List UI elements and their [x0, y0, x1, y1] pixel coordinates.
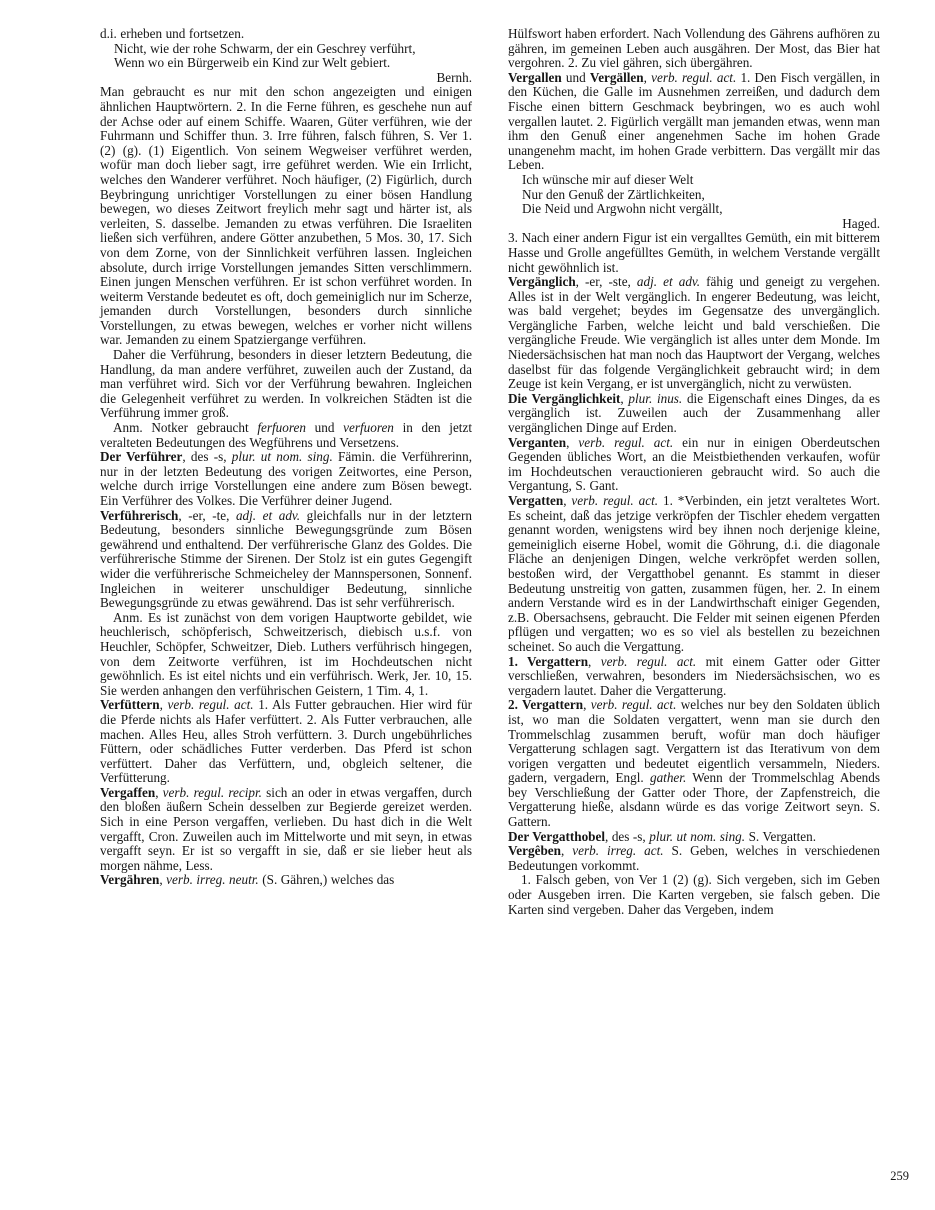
grammar-label: verb. regul. act. [600, 653, 697, 669]
entry-headword: 2. Vergattern [508, 697, 584, 713]
source-attribution [508, 217, 880, 232]
text-segment: , [643, 69, 652, 85]
entry-headword: Verführerisch [100, 507, 179, 523]
grammar-label: adj. et adv. [636, 274, 701, 290]
entry-headword: Der Verführer [100, 449, 183, 465]
text-segment: 1. *Verbinden, ein jetzt veraltetes Wort. Es scheint, daß das jetzige verkröpfen der Tischler ehedem vergatten genannt worden, wenigstens wird bey ihnen noch derjenige kleine, gemeiniglich eiserne Hobel, womit die Göhrung, d.i. die diagonale Fläche an denjenigen Dingen, welche verkröpfet werden sollen, bestoßen wird, der Vergatthobel genannt. Es stammt in dieser Bedeutung unstreitig von gatten, zusammen fügen, her. 2. In einem andern Verstande wird es in der Landwirthschaft einiger Gegenden, z.B. Obersachsens, gebraucht. Die Felder mit seinen eigenen Pferden pflügen und vergatten; wo es so viel als bestellen zu bezeichnen scheinet. So auch die Vergattung. [508, 493, 881, 654]
verse-line [100, 56, 472, 71]
entry-headword: Vergähren [100, 872, 160, 888]
text-segment: Wenn wo ein Bürgerweib ein Kind zur Welt gebiert. [114, 55, 391, 71]
text-segment: Anm. Es ist zunächst von dem vorigen Hauptworte gebildet, wie heuchlerisch, schöpferisch, Schweitzerisch, diebisch u.s.f. von Heuchler, Schöpfer, Schweitzer, Dieb. Luthers verführisch hingegen, von dem Zeitworte verführen, ist im Hochdeutschen nicht gewöhnlich. Es ist eitel nichts und ein verführisch. Werk, Jer. 10, 15. Sie werden anhangen den verführischen Geistern, 1 Tim. 4, 1. [100, 609, 472, 698]
text-segment: , des -s, [182, 449, 232, 465]
verse-line [508, 188, 880, 203]
grammar-label: verb. regul. act. [167, 697, 254, 713]
entry-headword: Vergallen [508, 69, 562, 85]
grammar-label: verb. irreg. act. [572, 843, 664, 859]
grammar-label: verb. regul. recipr. [162, 784, 262, 800]
grammar-label: verb. irreg. neutr. [166, 872, 259, 888]
text-segment: Nur den Genuß der Zärtlichkeiten, [522, 186, 705, 202]
entry-headword: Vergällen [589, 69, 644, 85]
dictionary-entry [508, 830, 880, 845]
dictionary-entry [100, 873, 472, 888]
dictionary-entry [508, 655, 880, 699]
paragraph [508, 873, 880, 917]
text-segment: gleichfalls nur in der letztern Bedeutung, besonders sinnliche Bewegungsgründe zum Bösen gewährend und enthaltend. Der verführerische Glanz des Goldes. Die verführerische Stimme der Sirenen. Der Stolz ist ein gutes Gegengift wider die verführerische Schmeicheley der Mannspersonen, Sonnenf. Ingleichen in weiterer unschuldiger Bedeutung, sinnliche Bewegungsgründe zu etwas gewährend. Das ist sehr verführerisch. [100, 507, 472, 611]
text-segment: , -er, -te, [178, 507, 236, 523]
grammar-label: plur. inus. [628, 390, 683, 406]
paragraph [100, 421, 472, 450]
text-segment: welches nur bey den Soldaten üblich ist, wo man die Soldaten vergattert, wenn man sie durch den Trommelschlag zusammen beruft, wofür man doch häufiger Vergatterung schlagen sagt. Vergattern ist das Iterativum von dem vorigen vergatten und bedeutet eigentlich versammeln, Nieders. gadern, vergadern, Engl. [508, 697, 881, 786]
dictionary-entry [508, 436, 880, 494]
text-segment: ein nur in einigen Oberdeutschen Gegenden übliches Wort, an die Meistbiethenden verkaufen, wofür im Hochdeutschen verauctionieren gebraucht wird. So auch die Vergantung, S. Gant. [508, 434, 880, 494]
paragraph [100, 27, 472, 42]
text-segment: Man gebraucht es nur mit den schon angezeigten und einigen ähnlichen Hauptwörtern. 2. In die Ferne führen, es geschehe nun auf der Achse oder auf einem Schiffe. Waaren, Güter verführen, wie der Fuhrmann und Schiffer thun. 3. Irre führen, falsch führen, S. Ver 1. (2) (g). (1) Eigentlich. Von seinem Wegweiser verführet werden, wofür man doch lieber sagt, irre geführet werden. Wie ein Irrlicht, welches den Wanderer verführet. Noch häufiger, (2) Figürlich, durch Beybringung unrichtiger Vorstellungen zu einer bösen Handlung bewegen, wo dieses Zeitwort freylich mehr sagt und härter ist, als verleiten, S. dasselbe. Jemanden zu etwas verführen. Die Israeliten ließen sich verführen, andere Götter anzubethen, 5 Mos. 30, 17. Sich von dem Zorne, von der Sinnlichkeit verführen lassen. Ingleichen absolute, durch irrige Vorstellungen jemandes Sitten verschlimmern. Einen jungen Menschen verführen. Er ist schon verführet worden. In weiterm Verstande bedeutet es oft, doch gemeiniglich nur im Scherze, jemanden durch Vorstellungen, besonders durch sinnliche Vorstellungen, zu etwas bewegen, welches er vorher nicht willens war. Jemanden zu einem Spatziergange verführen. [100, 84, 472, 348]
text-segment: Nicht, wie der rohe Schwarm, der ein Geschrey verführt, [114, 40, 416, 56]
text-segment: und [305, 420, 344, 436]
text-segment: Anm. Notker gebraucht [113, 420, 258, 436]
text-segment: , [159, 872, 167, 888]
entry-headword: Vergänglich [508, 274, 576, 290]
text-segment: 1. Den Fisch vergällen, in den Küchen, die Galle im Ausnehmen zerreißen, und dadurch dem Fische einen bittern Geschmack beybringen, wo es auch wohl vergallen lautet. 2. Figürlich vergällt man jemanden etwas, wenn man ihm den Genuß einer angenehmen Sache im hohen Grade unangenehm macht, im hohen Grade verbittern. Das vergällt mir das Leben. [508, 69, 880, 173]
entry-headword: Verganten [508, 434, 567, 450]
paragraph [100, 348, 472, 421]
text-segment: , [563, 493, 572, 508]
dictionary-entry [508, 844, 880, 873]
text-segment: Haged. [842, 215, 880, 231]
text-segment: d.i. erheben und fortsetzen. [100, 26, 245, 41]
text-segment: 1. Als Futter gebrauchen. Hier wird für die Pferde nichts als Hafer verfüttert. 2. Als Futter verbrauchen, alle machen. Alles Heu, alles Stroh verfüttern. 3. Durch ungebührliches Füttern, oder schädliches Futter verderben. Das Pferd ist schon verfüttert. Daher das Verfüttern, und, obgleich seltener, die Verfütterung. [100, 697, 473, 786]
text-segment: mit einem Gatter oder Gitter verschließen, verwahren, besonders im Niedersächsischen, wo es vergadern lautet. Daher die Vergatterung. [508, 653, 880, 698]
text-segment: , [155, 784, 163, 800]
entry-headword: Vergatten [508, 493, 564, 508]
dictionary-entry [508, 494, 880, 655]
paragraph [100, 611, 472, 699]
text-segment: Daher die Verführung, besonders in dieser letztern Bedeutung, die Handlung, da man andere verführet, zuweilen auch der Zustand, da man verführet wird. Sich vor der Verführung bewahren. Ingleichen die Gelegenheit verführet zu werden. In volkreichen Städten ist die Verführung immer groß. [100, 347, 472, 421]
source-attribution [100, 71, 472, 86]
text-segment: Bernh. [436, 69, 472, 85]
grammar-label: gather. [649, 770, 687, 786]
grammar-label: plur. ut nom. sing. [231, 449, 333, 465]
text-segment: , [583, 697, 591, 713]
verse-line [508, 202, 880, 217]
paragraph [508, 27, 880, 71]
grammar-label: ferfuoren [257, 420, 306, 436]
dictionary-entry [100, 698, 472, 786]
dictionary-entry [100, 509, 472, 611]
text-segment: , [588, 653, 601, 669]
entry-headword: Vergaffen [100, 784, 156, 800]
dictionary-entry [508, 392, 880, 436]
text-segment: die Eigenschaft eines Dinges, da es vergänglich ist. Zuweilen auch der Zusammenhang aller vergänglichen Dinge auf Erden. [508, 390, 880, 436]
grammar-label: verb. regul. act. [590, 697, 677, 713]
dictionary-entry [100, 786, 472, 874]
dictionary-entry [100, 450, 472, 508]
text-segment: , [159, 697, 168, 713]
text-segment: 1. Falsch geben, von Ver 1 (2) (g). Sich vergeben, sich im Geben oder Ausgeben irren. Die Karten vergeben, sie falsch geben. Die Karten sind vergeben. Daher das Vergeben, indem [508, 872, 880, 917]
text-segment: , [566, 434, 579, 450]
text-segment: Hülfswort haben erfordert. Nach Vollendung des Gährens aufhören zu gähren, im gemeinen Leben auch ausgähren. Der Most, das Bier hat vergohren. 2. Zu viel gähren, sich übergähren. [508, 26, 880, 71]
text-segment: , des -s, [605, 828, 650, 844]
text-segment: 3. Nach einer andern Figur ist ein vergalltes Gemüth, ein mit bitterem Hasse und Grolle angefülltes Gemüth, in welchem Verstande vergällt nicht gewöhnlich ist. [508, 230, 880, 275]
verse-line [508, 173, 880, 188]
text-segment: S. Geben, welches in verschiedenen Bedeutungen vorkommt. [508, 843, 880, 873]
text-column-right [508, 27, 880, 917]
paragraph [508, 231, 880, 275]
text-segment: und [561, 69, 590, 85]
grammar-label: verfuoren [343, 420, 394, 436]
grammar-label: plur. ut nom. sing. [649, 828, 746, 844]
verse-line [100, 42, 472, 57]
grammar-label: verb. regul. act. [651, 69, 737, 85]
entry-headword: Die Vergänglichkeit [508, 390, 621, 406]
entry-headword: 1. Vergattern [508, 653, 589, 669]
dictionary-entry [508, 275, 880, 392]
text-segment: in den jetzt veralteten Bedeutungen des Wegführens und Versetzens. [100, 420, 472, 450]
dictionary-entry [508, 698, 880, 829]
entry-headword: Der Vergatthobel [508, 828, 606, 844]
text-segment: Fämin. die Verführerinn, nur in der letzten Bedeutung des vorigen Zeitwortes, eine Person, welche durch irrige Vorstellungen eine andere zum Bösen bewegt. Ein Verführer des Volkes. Die Verführer deiner Jugend. [100, 449, 472, 508]
paragraph [100, 85, 472, 348]
text-segment: Ich wünsche mir auf dieser Welt [522, 171, 694, 187]
text-segment: , [561, 843, 573, 859]
text-segment: , -er, -ste, [575, 274, 637, 290]
text-segment: fähig und geneigt zu vergehen. Alles ist in der Welt vergänglich. In engerer Bedeutung, was leicht, was bald vergehet; beydes im Gegensatze des unvergänglich. Vergängliche Farben, welche leicht und bald verschießen. Die vergängliche Freude. Wie vergänglich ist alles unter dem Monde. Im Niedersächsischen hat man noch das Hauptwort der Vergang, welches daselbst für das folgende Vergänglichkeit gebraucht wird; in dem Zeuge ist kein Vergang, er ist unvergänglich, nicht zu verwüsten. [508, 274, 880, 392]
dictionary-entry [508, 71, 880, 173]
text-segment: (S. Gähren,) welches das [258, 872, 395, 888]
entry-headword: Verfüttern [100, 697, 160, 713]
text-segment: S. Vergatten. [745, 828, 817, 844]
text-column-left [100, 27, 472, 888]
grammar-label: verb. regul. act. [571, 493, 659, 508]
text-segment: sich an oder in etwas vergaffen, durch den bloßen äußern Schein desselben zur Begierde gereizet werden. Sich in eine Person vergaffen, verlieben. Du hast dich in die Welt vergafft, Cron. Zuweilen auch im Mittelworte und mit seyn, in etwas vergafft seyn. Er ist so vergafft in sie, daß er sie lieber heut als morgen nähme, Less. [100, 784, 472, 873]
text-segment: , [620, 390, 629, 406]
grammar-label: adj. et adv. [235, 507, 301, 523]
page-number: 259 [890, 1169, 909, 1183]
entry-headword: Vergêben [508, 843, 561, 859]
grammar-label: verb. regul. act. [578, 434, 674, 450]
text-segment: Wenn der Trommelschlag Abends bey Verschließung der Gatter oder Thore, der Zapfenstreich, die Vergatterung hieße, alsdann würde es das vorige Zeitwort seyn. S. Gattern. [508, 770, 880, 830]
text-segment: Die Neid und Argwohn nicht vergällt, [522, 201, 723, 217]
